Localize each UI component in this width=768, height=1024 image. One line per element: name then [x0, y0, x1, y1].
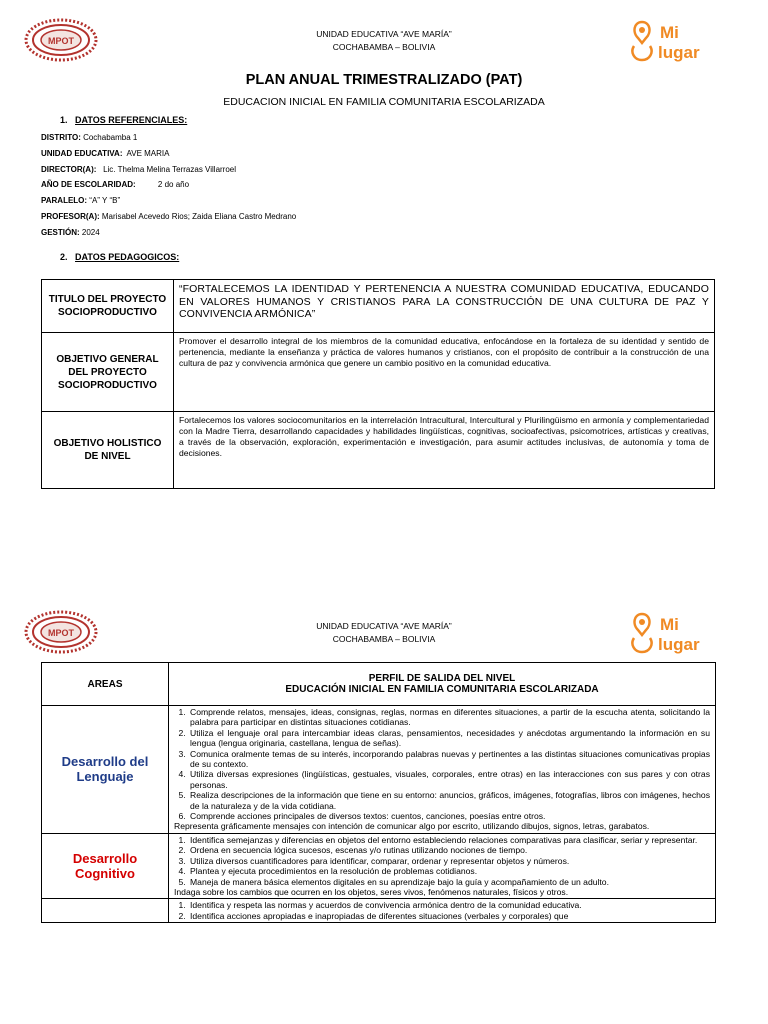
page-subtitle: EDUCACION INICIAL EN FAMILIA COMUNITARIA ESCOLARIZADA — [223, 96, 545, 108]
list-item: 2. Utiliza el lenguaje oral para intercambiar ideas claras, pensamientos, necesidades y anécdotas argumentando la información en su lengua (lengua originaria, castellana, lengua de señas). — [188, 728, 710, 749]
table-row — [42, 833, 716, 898]
table-key: OBJETIVO GENERAL DEL PROYECTO SOCIOPRODUCTIVO — [42, 333, 174, 412]
list-item: 4. Plantea y ejecuta procedimientos en la resolución de problemas cotidianos. — [188, 866, 710, 876]
logo-left-text: MPOT — [48, 36, 74, 46]
list-item: 5. Realiza descripciones de la información que tiene en su entorno: anuncios, gráficos, imágenes, fotografías, libros con imágenes, hechos de la naturaleza y de la vida cotidiana. — [188, 790, 710, 811]
logo-right-line2: lugar — [658, 635, 700, 654]
logo-right-line2: lugar — [658, 43, 700, 62]
list-item: 1. Identifica semejanzas y diferencias en objetos del entorno estableciendo relaciones comparativas para clasificar, seriar y representar. — [188, 835, 710, 845]
col-profile-title — [169, 663, 716, 706]
section-1-heading — [60, 115, 187, 125]
list-item: 6. Comprende acciones principales de diversos textos: cuentos, canciones, poesías entre otros. — [188, 811, 710, 821]
list-item: 2. Identifica acciones apropiadas e inapropiadas de diferentes situaciones (verbales y corporales) que — [188, 911, 710, 921]
list-extra: Indaga sobre los cambios que ocurren en los objetos, seres vivos, fenómenos naturales, físicos y otros. — [174, 886, 569, 897]
ref-row: PROFESOR(A): Marisabel Acevedo Rios; Zaida Eliana Castro Medrano — [41, 211, 297, 221]
list-item: 5. Maneja de manera básica elementos digitales en su aprendizaje bajo la guía y acompañamiento de un adulto. — [188, 877, 710, 887]
logo-left-text: MPOT — [48, 628, 74, 638]
table-row — [42, 333, 715, 412]
table-key: TITULO DEL PROYECTO SOCIOPRODUCTIVO — [42, 280, 174, 333]
section-2-label: DATOS PEDAGOGICOS: — [75, 252, 180, 262]
mi-lugar-logo-icon — [628, 608, 724, 658]
area-profile — [169, 706, 716, 834]
table-key: OBJETIVO HOLISTICO DE NIVEL — [42, 412, 174, 489]
logo-right-line1: Mi — [660, 23, 679, 42]
area-profile — [169, 833, 716, 898]
profile-table — [41, 662, 716, 923]
mi-lugar-logo-icon — [628, 16, 724, 66]
ref-row: AÑO DE ESCOLARIDAD: 2 do año — [41, 180, 190, 190]
school-name: UNIDAD EDUCATIVA “AVE MARÍA” — [316, 29, 452, 39]
ref-row: PARALELO: “A” Y “B” — [41, 196, 121, 206]
ref-row: UNIDAD EDUCATIVA: AVE MARIA — [41, 148, 170, 158]
page-2 — [0, 598, 768, 1024]
col-title1: PERFIL DE SALIDA DEL NIVEL — [368, 673, 516, 684]
list-item: 4. Utiliza diversas expresiones (lingüísticas, gestuales, visuales, corporales, entre otras) en las interacciones con sus pares y con otras personas. — [188, 769, 710, 790]
table-row — [42, 899, 716, 923]
list-item: 1. Comprende relatos, mensajes, ideas, consignas, reglas, normas en diferentes situaciones, a partir de la escucha atenta, solicitando la palabra para participar en distintas situaciones cotidianas. — [188, 707, 710, 728]
table-row — [42, 280, 715, 333]
section-1-label: DATOS REFERENCIALES: — [75, 115, 188, 125]
pedagogic-table — [41, 279, 715, 489]
school-name: UNIDAD EDUCATIVA “AVE MARÍA” — [316, 621, 452, 631]
area-name — [42, 899, 169, 923]
col-title2: EDUCACIÓN INICIAL EN FAMILIA COMUNITARIA ESCOLARIZADA — [285, 684, 599, 695]
ref-row: DISTRITO: Cochabamba 1 — [41, 133, 138, 142]
section-1-num: 1. — [60, 115, 68, 125]
logo-right-line1: Mi — [660, 615, 679, 634]
section-2-heading — [60, 252, 179, 262]
list-item: 2. Ordena en secuencia lógica sucesos, escenas y/o rutinas utilizando nociones de tiempo. — [188, 845, 710, 855]
school-city: COCHABAMBA – BOLIVIA — [332, 634, 436, 644]
ref-row: GESTIÓN: 2024 — [41, 227, 100, 237]
list-extra: Representa gráficamente mensajes con intención de comunicar algo por escrito, utilizando dibujos, signos, letras, garabatos. — [174, 821, 650, 832]
list-item: 3. Utiliza diversos cuantificadores para identificar, comparar, ordenar y representar objetos y números. — [188, 856, 710, 866]
school-city: COCHABAMBA – BOLIVIA — [332, 42, 436, 52]
table-value: “FORTALECEMOS LA IDENTIDAD Y PERTENENCIA A NUESTRA COMUNIDAD EDUCATIVA, EDUCANDO EN VALORES HUMANOS Y CRISTIANOS PARA LA CONSTRUCCIÓN DE UNA CULTURA DE PAZ Y CONVIVENCIA ARMÓNICA” — [174, 280, 715, 333]
table-row — [42, 706, 716, 834]
table-row — [42, 412, 715, 489]
section-2-num: 2. — [60, 252, 68, 262]
col-areas: AREAS — [42, 663, 169, 706]
list-item: 3. Comunica oralmente temas de su interés, incorporando palabras nuevas y pertinentes a las distintas situaciones comunicativas propias de su contexto. — [188, 749, 710, 770]
page-title: PLAN ANUAL TRIMESTRALIZADO (PAT) — [245, 72, 523, 88]
list-item: 1. Identifica y respeta las normas y acuerdos de convivencia armónica dentro de la comunidad educativa. — [188, 900, 710, 910]
area-profile — [169, 899, 716, 923]
table-header-row — [42, 663, 716, 706]
table-value: Promover el desarrollo integral de los miembros de la comunidad educativa, enfocándose en la fortaleza de su identidad y sentido de pertenencia, mediante la enseñanza y práctica de valores humanos y cristianos, con el propósito de contribuir a la construcción de una cultura de paz y convivencia armónica que genere un cambio positivo en la comunidad educativa. — [174, 333, 715, 412]
ref-row: DIRECTOR(A): Lic. Thelma Melina Terrazas Villarroel — [41, 164, 237, 174]
referential-data — [41, 130, 296, 241]
area-name: Desarrollo Cognitivo — [42, 833, 169, 898]
table-value: Fortalecemos los valores sociocomunitarios en la interrelación Intracultural, Intercultural y Plurilingüismo en armonía y complementariedad con la Madre Tierra, desarrollando capacidades y habilidades lingüísticas, cognitivas, socioafectivas, psicomotrices, artísticas y creativas, a través de la observación, exploración, experimentación e investigación, para asumir actitudes inclusivas, de autonomía y toma de decisiones. — [174, 412, 715, 489]
area-name: Desarrollo del Lenguaje — [42, 706, 169, 834]
